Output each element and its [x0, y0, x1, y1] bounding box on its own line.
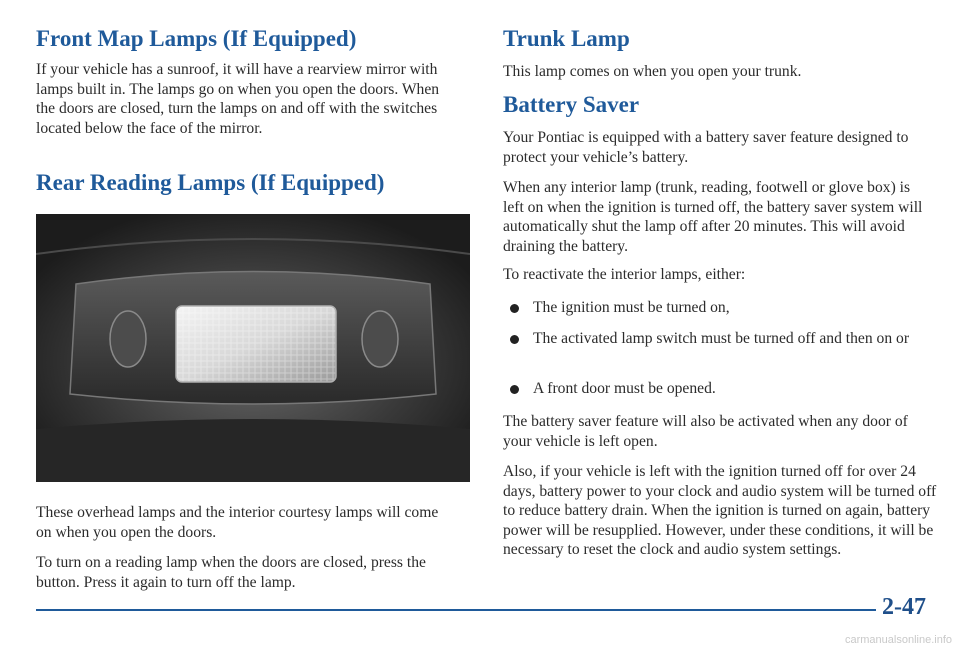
reading-lamp-button-right [362, 311, 398, 367]
battery-saver-para5: Also, if your vehicle is left with the ignition turned off for over 24 days, battery power to your clock and audio system will be turned off to reduce battery drain. When the ignition is turned on again, battery power will be resupplied. However, under these conditions, it will be necessary to reset the clock and audio system settings. [503, 463, 937, 558]
bullet-icon [510, 335, 519, 344]
battery-saver-para1: Your Pontiac is equipped with a battery saver feature designed to protect your vehicle’s battery. [503, 129, 909, 166]
trunk-lamp-body: This lamp comes on when you open your trunk. [503, 63, 802, 80]
list-item [503, 298, 943, 318]
front-map-lamps-body: If your vehicle has a sunroof, it will have a rearview mirror with lamps built in. The lamps go on when you open the doors. When the doors are closed, turn the lamps on and off with the switches located below the face of the mirror. [36, 61, 440, 137]
battery-saver-para4: The battery saver feature will also be activated when any door of your vehicle is left open. [503, 413, 908, 450]
overhead-lamp-photo [36, 214, 470, 482]
battery-saver-para2: When any interior lamp (trunk, reading, footwell or glove box) is left on when the ignition is turned off, the battery saver system will automatically shut the lamp off after 20 minutes. This will avoid draining the battery. [503, 179, 923, 255]
rear-reading-lamps-heading: Rear Reading Lamps (If Equipped) [36, 170, 385, 195]
page-number: 2-47 [882, 594, 926, 620]
list-item-text: The activated lamp switch must be turned off and then on or [533, 330, 910, 347]
overhead-lamp-illustration [36, 214, 470, 482]
battery-saver-heading: Battery Saver [503, 92, 640, 117]
footer-rule [36, 609, 876, 611]
trunk-lamp-heading: Trunk Lamp [503, 26, 630, 51]
reading-lamp-button-left [110, 311, 146, 367]
rear-reading-lamps-para2: To turn on a reading lamp when the doors are closed, press the button. Press it again to turn off the lamp. [36, 554, 426, 591]
list-item [503, 329, 943, 349]
list-item [503, 379, 943, 399]
battery-saver-para3: To reactivate the interior lamps, either: [503, 266, 746, 283]
list-item-text: A front door must be opened. [533, 380, 716, 397]
bullet-icon [510, 385, 519, 394]
list-item-text: The ignition must be turned on, [533, 299, 730, 316]
watermark: carmanualsonline.info [844, 634, 952, 646]
bullet-icon [510, 304, 519, 313]
rear-reading-lamps-para1: These overhead lamps and the interior courtesy lamps will come on when you open the doors. [36, 504, 439, 541]
front-map-lamps-heading: Front Map Lamps (If Equipped) [36, 26, 357, 51]
